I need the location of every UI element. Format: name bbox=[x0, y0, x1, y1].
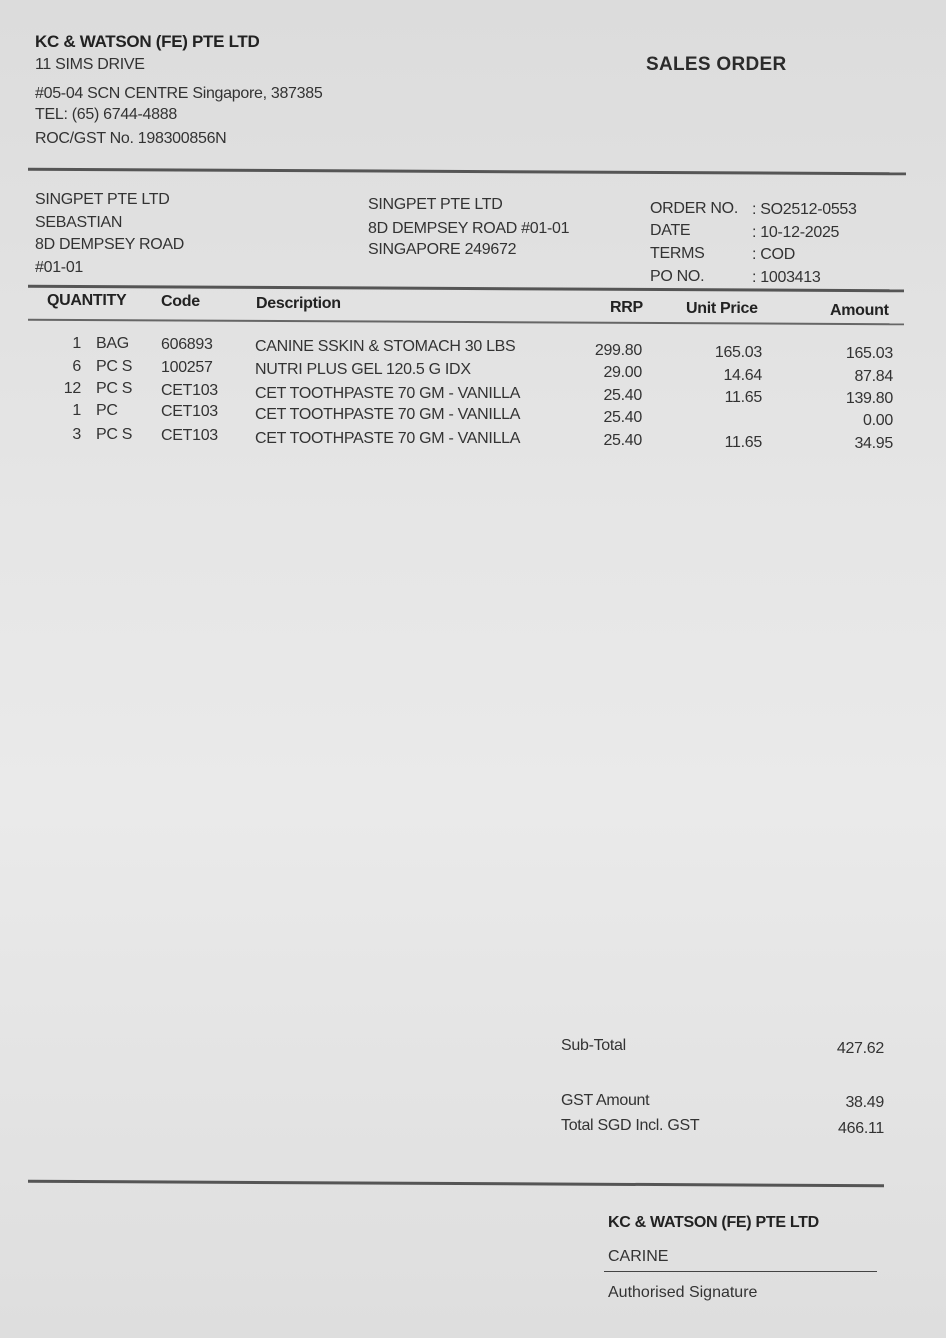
col-header-code: Code bbox=[161, 293, 200, 310]
row-code: 100257 bbox=[161, 359, 213, 376]
footer-divider bbox=[28, 1180, 884, 1187]
row-uom: PC bbox=[96, 402, 118, 419]
row-qty: 6 bbox=[72, 358, 81, 375]
total-value: 466.11 bbox=[838, 1120, 884, 1137]
company-address-2: #05-04 SCN CENTRE Singapore, 387385 bbox=[35, 85, 323, 102]
row-rrp: 29.00 bbox=[603, 364, 642, 381]
row-qty: 1 bbox=[72, 402, 81, 419]
po-no-value: : 1003413 bbox=[752, 269, 821, 286]
row-amount: 165.03 bbox=[845, 345, 893, 362]
table-header-rule bbox=[28, 319, 904, 326]
row-code: CET103 bbox=[161, 427, 218, 444]
row-qty: 12 bbox=[63, 380, 81, 397]
col-header-rrp: RRP bbox=[610, 299, 643, 316]
row-description: CET TOOTHPASTE 70 GM - VANILLA bbox=[255, 406, 521, 423]
ship-to-line: SINGAPORE 249672 bbox=[368, 241, 517, 258]
row-amount: 139.80 bbox=[845, 390, 893, 407]
terms-label: TERMS bbox=[650, 245, 705, 262]
row-unit-price: 11.65 bbox=[724, 389, 762, 406]
row-code: CET103 bbox=[161, 382, 218, 399]
order-no-label: ORDER NO. bbox=[650, 200, 738, 217]
bill-to-line: #01-01 bbox=[35, 259, 84, 276]
order-no-value: : SO2512-0553 bbox=[752, 201, 857, 218]
row-uom: PC S bbox=[96, 380, 133, 397]
bill-to-line: 8D DEMPSEY ROAD bbox=[35, 236, 185, 253]
col-header-unit-price: Unit Price bbox=[686, 300, 758, 317]
row-description: NUTRI PLUS GEL 120.5 G IDX bbox=[255, 361, 471, 378]
row-rrp: 25.40 bbox=[603, 432, 642, 449]
col-header-description: Description bbox=[256, 295, 341, 312]
row-description: CET TOOTHPASTE 70 GM - VANILLA bbox=[255, 385, 521, 402]
row-amount: 0.00 bbox=[863, 412, 893, 429]
signatory-name: CARINE bbox=[608, 1248, 669, 1265]
bill-to-line: SINGPET PTE LTD bbox=[35, 191, 170, 208]
po-no-label: PO NO. bbox=[650, 268, 705, 285]
ship-to-line: 8D DEMPSEY ROAD #01-01 bbox=[368, 220, 570, 237]
ship-to-line: SINGPET PTE LTD bbox=[368, 196, 503, 213]
date-label: DATE bbox=[650, 222, 691, 239]
signature-line bbox=[604, 1271, 877, 1272]
row-code: CET103 bbox=[161, 403, 218, 420]
document-title: SALES ORDER bbox=[646, 54, 787, 75]
company-address-1: 11 SIMS DRIVE bbox=[35, 56, 145, 73]
signature-company: KC & WATSON (FE) PTE LTD bbox=[608, 1214, 819, 1231]
row-qty: 3 bbox=[72, 426, 81, 443]
company-roc: ROC/GST No. 198300856N bbox=[35, 130, 227, 147]
date-value: : 10-12-2025 bbox=[752, 224, 840, 241]
row-uom: BAG bbox=[96, 335, 129, 352]
row-description: CET TOOTHPASTE 70 GM - VANILLA bbox=[255, 430, 521, 447]
col-header-quantity: QUANTITY bbox=[47, 292, 127, 309]
row-qty: 1 bbox=[72, 335, 81, 352]
row-uom: PC S bbox=[96, 426, 133, 443]
signature-label: Authorised Signature bbox=[608, 1284, 758, 1301]
row-amount: 87.84 bbox=[854, 368, 893, 385]
subtotal-label: Sub-Total bbox=[561, 1037, 626, 1054]
row-unit-price: 11.65 bbox=[724, 434, 762, 451]
subtotal-value: 427.62 bbox=[836, 1040, 884, 1057]
total-label: Total SGD Incl. GST bbox=[561, 1117, 700, 1134]
row-unit-price: 165.03 bbox=[714, 344, 762, 361]
row-uom: PC S bbox=[96, 358, 133, 375]
bill-to-line: SEBASTIAN bbox=[35, 214, 123, 231]
row-code: 606893 bbox=[161, 336, 213, 353]
row-description: CANINE SSKIN & STOMACH 30 LBS bbox=[255, 338, 516, 355]
gst-label: GST Amount bbox=[561, 1092, 650, 1109]
row-amount: 34.95 bbox=[854, 435, 893, 452]
row-rrp: 299.80 bbox=[594, 342, 642, 359]
terms-value: : COD bbox=[752, 246, 795, 263]
company-tel: TEL: (65) 6744-4888 bbox=[35, 106, 177, 123]
gst-value: 38.49 bbox=[845, 1094, 884, 1111]
company-name: KC & WATSON (FE) PTE LTD bbox=[35, 32, 260, 51]
row-rrp: 25.40 bbox=[603, 387, 642, 404]
row-unit-price: 14.64 bbox=[723, 367, 762, 384]
header-divider bbox=[28, 168, 906, 176]
row-rrp: 25.40 bbox=[603, 409, 642, 426]
col-header-amount: Amount bbox=[830, 302, 889, 319]
